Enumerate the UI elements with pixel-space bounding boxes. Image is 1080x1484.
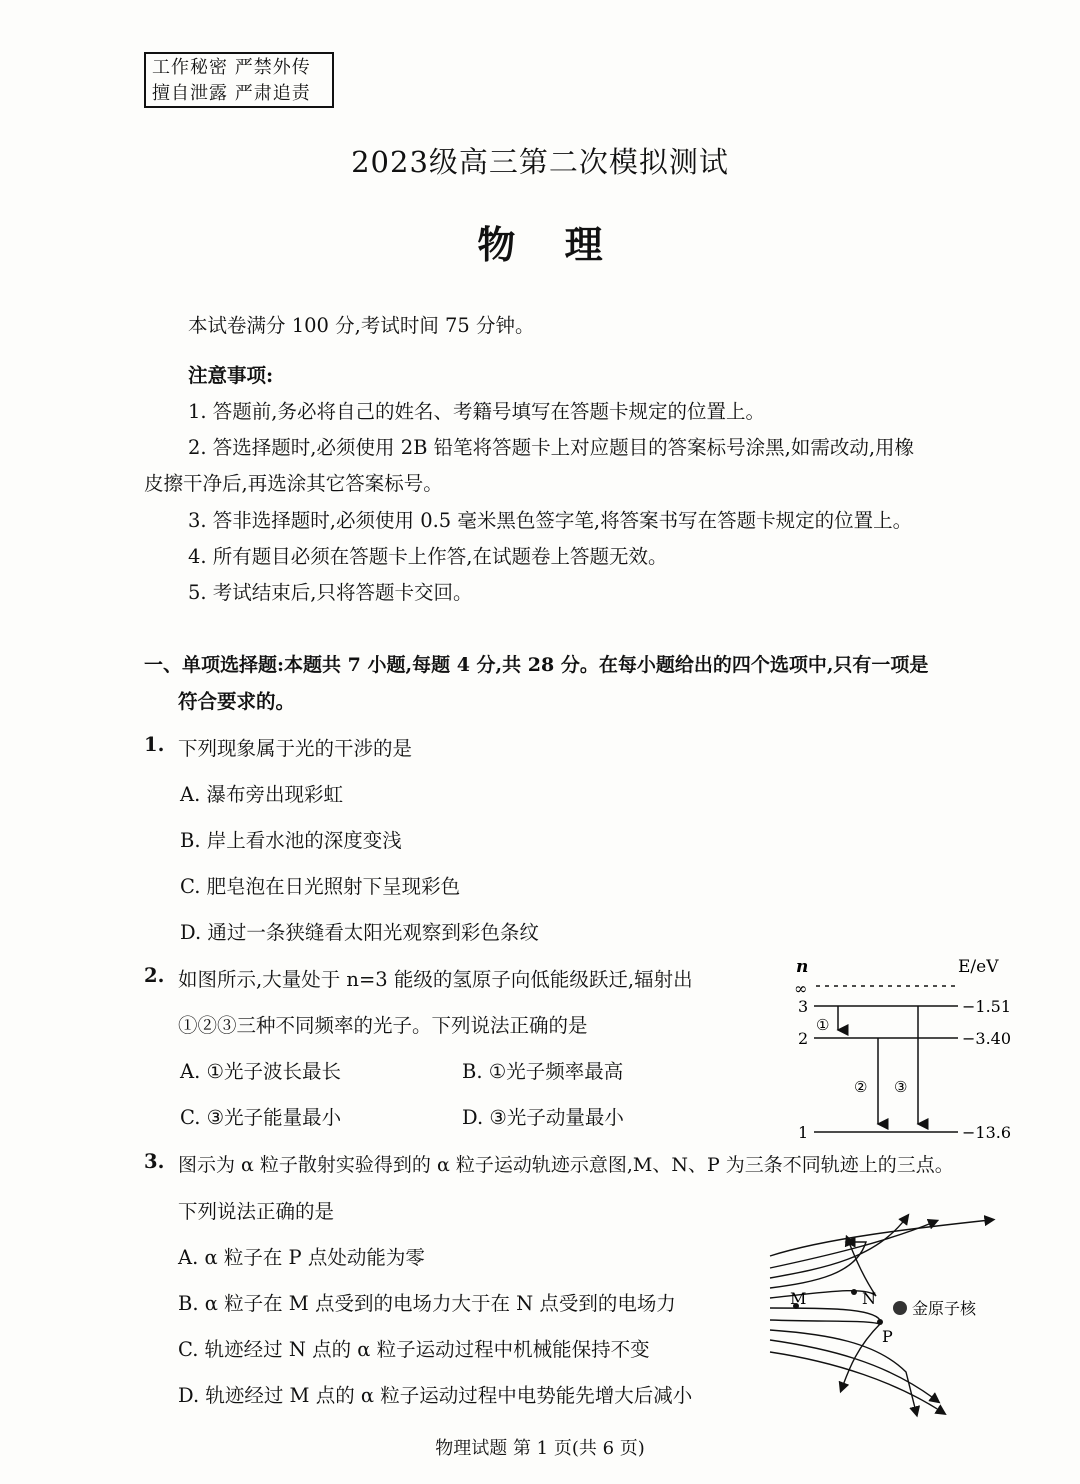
option-c: C. 轨迹经过 N 点的 α 粒子运动过程中机械能保持不变 — [178, 1338, 650, 1361]
trajectory — [770, 1330, 916, 1412]
alpha-scattering-diagram — [766, 1212, 1000, 1420]
option-d: D. 轨迹经过 M 点的 α 粒子运动过程中电势能先增大后减小 — [178, 1384, 693, 1407]
notice-item: 3. 答非选择题时,必须使用 0.5 毫米黑色签字笔,将答案书写在答题卡规定的位置上。 — [188, 509, 913, 532]
exam-title: 2023级高三第二次模拟测试 — [351, 145, 729, 179]
trajectory-top — [770, 1220, 990, 1256]
level-3-energy: −1.51 — [962, 997, 1012, 1016]
level-inf-label: ∞ — [794, 979, 808, 998]
point-p-label: P — [882, 1327, 893, 1346]
option-d: D. 通过一条狭缝看太阳光观察到彩色条纹 — [180, 921, 539, 944]
question-number: 2. — [144, 964, 165, 987]
stamp-line-2: 擅自泄露 严肃追责 — [152, 83, 311, 104]
notice-item: 5. 考试结束后,只将答题卡交回。 — [188, 581, 473, 604]
option-b: B. ①光子频率最高 — [462, 1060, 624, 1083]
point-n-dot — [851, 1289, 857, 1295]
notice-item: 4. 所有题目必须在答题卡上作答,在试题卷上答题无效。 — [188, 545, 668, 568]
energy-level-diagram — [780, 950, 1040, 1150]
option-b: B. α 粒子在 M 点受到的电场力大于在 N 点受到的电场力 — [178, 1292, 676, 1315]
notice-item: 皮擦干净后,再选涂其它答案标号。 — [144, 472, 443, 495]
page-footer: 物理试题 第 1 页(共 6 页) — [435, 1438, 645, 1459]
question-stem-cont: 下列说法正确的是 — [178, 1200, 335, 1223]
option-a: A. α 粒子在 P 点处动能为零 — [178, 1246, 425, 1269]
level-1-label: 1 — [798, 1123, 809, 1142]
question-number: 3. — [144, 1150, 165, 1173]
trajectory-m — [770, 1308, 880, 1320]
transition-2-label: ② — [854, 1078, 868, 1096]
notice-heading: 注意事项: — [188, 364, 274, 387]
exam-intro: 本试卷满分 100 分,考试时间 75 分钟。 — [188, 314, 535, 337]
option-a: A. 瀑布旁出现彩虹 — [180, 783, 343, 806]
n-axis-label: n — [796, 957, 809, 977]
trajectory-p — [770, 1320, 880, 1388]
notice-item: 2. 答选择题时,必须使用 2B 铅笔将答题卡上对应题目的答案标号涂黑,如需改动,用橡 — [188, 436, 915, 459]
confidential-stamp — [144, 52, 334, 108]
option-b: B. 岸上看水池的深度变浅 — [180, 829, 402, 852]
section-heading: 一、单项选择题:本题共 7 小题,每题 4 分,共 28 分。在每小题给出的四个选项中,只有一项是 — [144, 654, 929, 676]
question-stem: 如图所示,大量处于 n=3 能级的氢原子向低能级跃迁,辐射出 — [178, 968, 693, 991]
question-stem: 图示为 α 粒子散射实验得到的 α 粒子运动轨迹示意图,M、N、P 为三条不同轨迹上的三点。 — [178, 1154, 954, 1176]
transition-3-label: ③ — [894, 1078, 908, 1096]
section-heading-cont: 符合要求的。 — [178, 690, 296, 713]
level-3-label: 3 — [798, 997, 809, 1016]
option-d: D. ③光子动量最小 — [462, 1106, 624, 1129]
question-number: 1. — [144, 733, 165, 756]
point-p-dot — [877, 1319, 883, 1325]
option-c: C. 肥皂泡在日光照射下呈现彩色 — [180, 875, 461, 898]
gold-nucleus — [893, 1301, 907, 1315]
trajectory-n — [770, 1240, 876, 1298]
trajectory — [770, 1218, 906, 1278]
level-1-energy: −13.6 — [962, 1123, 1012, 1142]
question-stem-cont: ①②③三种不同频率的光子。下列说法正确的是 — [178, 1014, 588, 1037]
trajectory-bottom — [770, 1352, 942, 1412]
level-2-label: 2 — [798, 1029, 809, 1048]
point-n-label: N — [862, 1289, 876, 1308]
point-m-label: M — [790, 1289, 807, 1308]
option-a: A. ①光子波长最长 — [180, 1060, 341, 1083]
question-stem: 下列现象属于光的干涉的是 — [178, 737, 413, 760]
option-c: C. ③光子能量最小 — [180, 1106, 342, 1129]
transition-1-label: ① — [816, 1016, 830, 1034]
energy-axis-label: E/eV — [958, 957, 999, 977]
subject-title: 物 理 — [477, 222, 621, 267]
notice-item: 1. 答题前,务必将自己的姓名、考籍号填写在答题卡规定的位置上。 — [188, 400, 766, 423]
stamp-line-1: 工作秘密 严禁外传 — [152, 57, 311, 78]
gold-nucleus-label: 金原子核 — [912, 1299, 977, 1318]
level-2-energy: −3.40 — [962, 1029, 1012, 1048]
